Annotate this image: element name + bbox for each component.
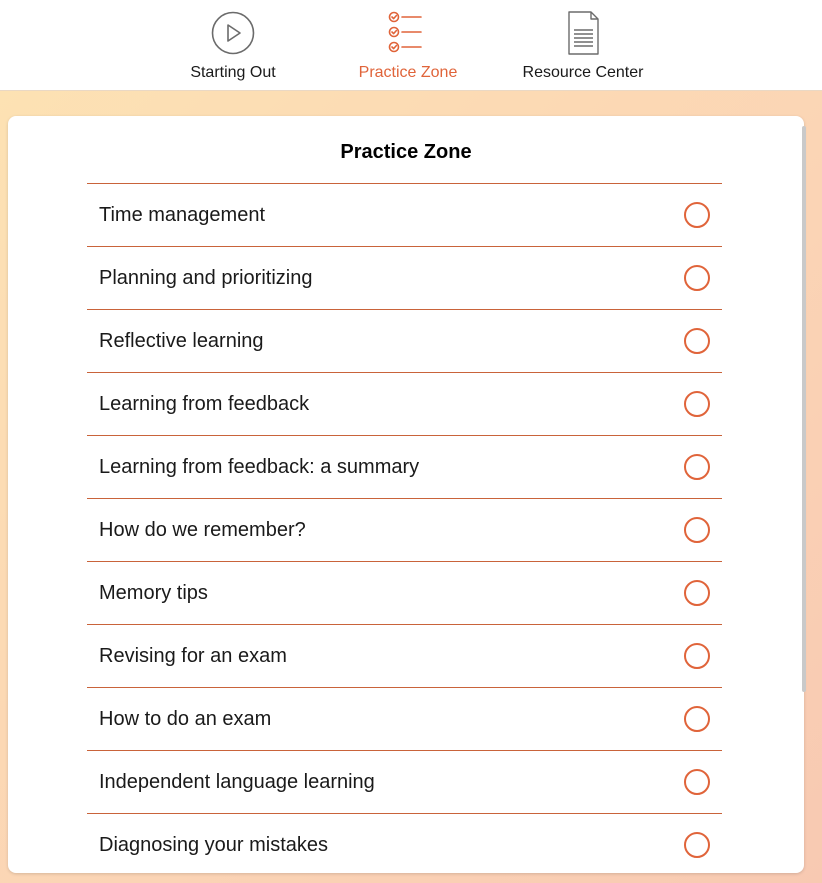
- scrollbar[interactable]: [802, 126, 806, 692]
- list-item-label: Time management: [99, 204, 265, 226]
- list-item-label: Independent language learning: [99, 771, 375, 793]
- completion-status-icon: [684, 517, 710, 543]
- completion-status-icon: [684, 832, 710, 858]
- list-item-label: Planning and prioritizing: [99, 267, 313, 289]
- completion-status-icon: [684, 643, 710, 669]
- completion-status-icon: [684, 580, 710, 606]
- list-item-label: Diagnosing your mistakes: [99, 834, 328, 856]
- list-item-label: Reflective learning: [99, 330, 264, 352]
- list-item[interactable]: [87, 436, 722, 499]
- list-item[interactable]: [87, 562, 722, 625]
- tab-practice-zone-label: Practice Zone: [358, 64, 458, 81]
- completion-status-icon: [684, 769, 710, 795]
- list-item[interactable]: [87, 751, 722, 814]
- tab-starting-out-label: Starting Out: [190, 64, 276, 81]
- list-item[interactable]: [87, 184, 722, 247]
- tab-resource-center-label: Resource Center: [522, 64, 644, 81]
- tab-starting-out[interactable]: [163, 0, 303, 90]
- completion-status-icon: [684, 202, 710, 228]
- list-item-label: How to do an exam: [99, 708, 272, 730]
- list-item-label: Memory tips: [99, 582, 208, 604]
- top-navigation: [0, 0, 822, 91]
- list-item[interactable]: [87, 688, 722, 751]
- completion-status-icon: [684, 454, 710, 480]
- list-item-label: Learning from feedback: a summary: [99, 456, 420, 478]
- completion-status-icon: [684, 391, 710, 417]
- list-item[interactable]: [87, 814, 722, 873]
- list-item[interactable]: [87, 625, 722, 688]
- completion-status-icon: [684, 328, 710, 354]
- list-item[interactable]: [87, 310, 722, 373]
- list-item-label: Revising for an exam: [99, 645, 287, 667]
- page-title: Practice Zone: [340, 141, 472, 163]
- tab-resource-center[interactable]: [503, 0, 663, 90]
- tab-practice-zone[interactable]: [338, 0, 478, 90]
- list-item-label: Learning from feedback: [99, 393, 310, 415]
- list-item-label: How do we remember?: [99, 519, 306, 541]
- completion-status-icon: [684, 706, 710, 732]
- play-circle-icon: [210, 10, 256, 56]
- list-item[interactable]: [87, 499, 722, 562]
- practice-zone-panel: [8, 116, 804, 873]
- list-item[interactable]: [87, 373, 722, 436]
- activity-list: [87, 183, 722, 873]
- document-icon: [560, 10, 606, 56]
- list-item[interactable]: [87, 247, 722, 310]
- completion-status-icon: [684, 265, 710, 291]
- checklist-icon: [385, 10, 431, 56]
